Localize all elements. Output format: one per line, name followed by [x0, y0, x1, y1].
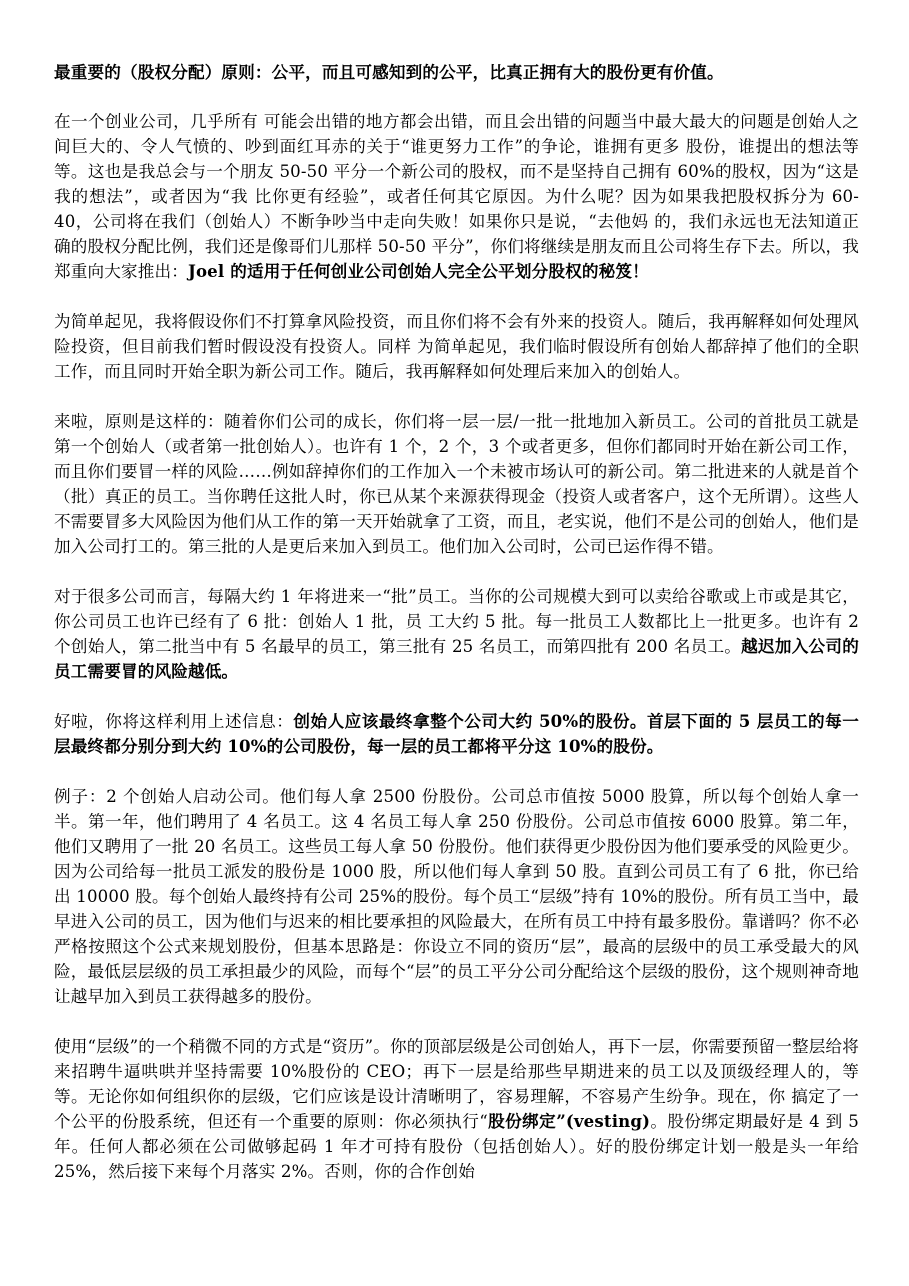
paragraph-7-text-continued: 。股份绑定期最好是 4 到 5 年。任何人都必须在公司做够起码 1 年才可持有股份（包括创始人）。好的股份绑定计划一般是头一年给 25%，然后接下来每个月落实 2%。否则，你的合作创始 [54, 1112, 859, 1181]
paragraph-2-text: 为简单起见，我将假设你们不打算拿风险投资，而且你们将不会有外来的投资人。随后，我再解释如何处理风险投资，但目前我们暂时假设没有投资人。同样 为简单起见，我们临时假设所有创始人都辞掉了他们的全职工作，而且同时开始全职为新公司工作。随后，我再解释如何处理后来加入的创始人。 [54, 312, 859, 381]
paragraph-5-bold: 创始人应该最终拿整个公司大约 50%的股份。首层下面的 5 层员工的每一层最终都分别分到大约 10%的公司股份，每一层的员工都将平分这 10%的股份。 [54, 711, 859, 756]
paragraph-4-bold: 越迟加入公司的员工需要冒的风险越低。 [54, 636, 859, 681]
headline: 最重要的（股权分配）原则：公平，而且可感知到的公平，比真正拥有大的股份更有价值。 [54, 62, 724, 82]
paragraph-7 [54, 1034, 859, 1184]
paragraph-1 [54, 109, 859, 284]
paragraph-4 [54, 584, 859, 684]
paragraph-5-text: 好啦，你将这样利用上述信息： [54, 712, 294, 731]
paragraph-3-text: 来啦，原则是这样的：随着你们公司的成长，你们将一层一层/一批一批地加入新员工。公司的首批员工就是第一个创始人（或者第一批创始人）。也许有 1 个，2 个，3 个或者更多，但你们都同时开始在新公司工作，而且你们要冒一样的风险……例如辞掉你们的工作加入一个未被市场认可的新公司。第二批进来的人就是首个（批）真正的员工。当你聘任这批人时，你已从某个来源获得现金（投资人或者客户，这个无所谓）。这些人不需要冒多大风险因为他们从工作的第一天开始就拿了工资，而且，老实说，他们不是公司的创始人，他们是加入公司打工的。第三批的人是更后来加入到员工。他们加入公司时，公司已运作得不错。 [54, 412, 859, 556]
paragraph-7-text: 使用“层级”的一个稍微不同的方式是“资历”。你的顶部层级是公司创始人，再下一层，你需要预留一整层给将来招聘牛逼哄哄并坚持需要 10%股份的 CEO；再下一层是给那些早期进来的员工以及顶级经理人的，等等。无论你如何组织你的层级，它们应该是设计清晰明了，容易理解，不容易产生纷争。现在，你 搞定了一个公平的份股系统，但还有一个重要的原则：你必须执行“ [54, 1037, 859, 1131]
paragraph-4-text: 对于很多公司而言，每隔大约 1 年将进来一“批”员工。当你的公司规模大到可以卖给谷歌或上市或是其它，你公司员工也许已经有了 6 批：创始人 1 批，员 工大约 5 批。每一批员工人数都比上一批更多。也许有 2 个创始人，第二批当中有 5 名最早的员工，第三批有 25 名员工，而第四批有 200 名员工。 [54, 587, 859, 656]
paragraph-1-bold: Joel 的适用于任何创业公司创始人完全公平划分股权的秘笈！ [187, 261, 649, 281]
paragraph-6-text: 例子：2 个创始人启动公司。他们每人拿 2500 份股份。公司总市值按 5000 股算，所以每个创始人拿一半。第一年，他们聘用了 4 名员工。这 4 名员工每人拿 250 份股份。公司总市值按 6000 股算。第二年，他们又聘用了一批 20 名员工。这些员工每人拿 50 份股份。他们获得更少股份因为他们要承受的风险更少。因为公司给每一批员工派发的股份是 1000 股，所以他们每人拿到 50 股。直到公司员工有了 6 批，你已给出 10000 股。每个创始人最终持有公司 25%的股份。每个员工“层级”持有 10%的股份。所有员工当中，最早进入公司的员工，因为他们与迟来的相比要承担的风险最大，在所有员工中持有最多股份。靠谱吗？你不必严格按照这个公式来规划股份，但基本思路是：你设立不同的资历“层”，最高的层级中的员工承受最大的风险，最低层层级的员工承担最少的风险，而每个“层”的员工平分公司分配给这个层级的股份，这个规则神奇地让越早加入到员工获得越多的股份。 [54, 787, 859, 1006]
document-body [54, 60, 859, 1209]
paragraph-7-bold: 股份绑定”(vesting) [487, 1111, 651, 1131]
paragraph-5 [54, 709, 859, 759]
paragraph-3 [54, 409, 859, 559]
paragraph-2 [54, 309, 859, 384]
paragraph-6 [54, 784, 859, 1009]
paragraph-1-text: 在一个创业公司，几乎所有 可能会出错的地方都会出错，而且会出错的问题当中最大最大的问题是创始人之间巨大的、令人气愤的、吵到面红耳赤的关于“谁更努力工作”的争论，谁拥有更多 股份，谁提出的想法等等。这也是我总会与一个朋友 50-50 平分一个新公司的股权，而不是坚持自己拥有 60%的股权，因为“这是我的想法”，或者因为“我 比你更有经验”，或者任何其它原因。为什么呢？因为如果我把股权拆分为 60-40，公司将在我们（创始人）不断争吵当中走向失败！如果你只是说，“去他妈 的，我们永远也无法知道正确的股权分配比例，我们还是像哥们儿那样 50-50 平分”，你们将继续是朋友而且公司将生存下去。所以，我郑重向大家推出： [54, 112, 859, 281]
